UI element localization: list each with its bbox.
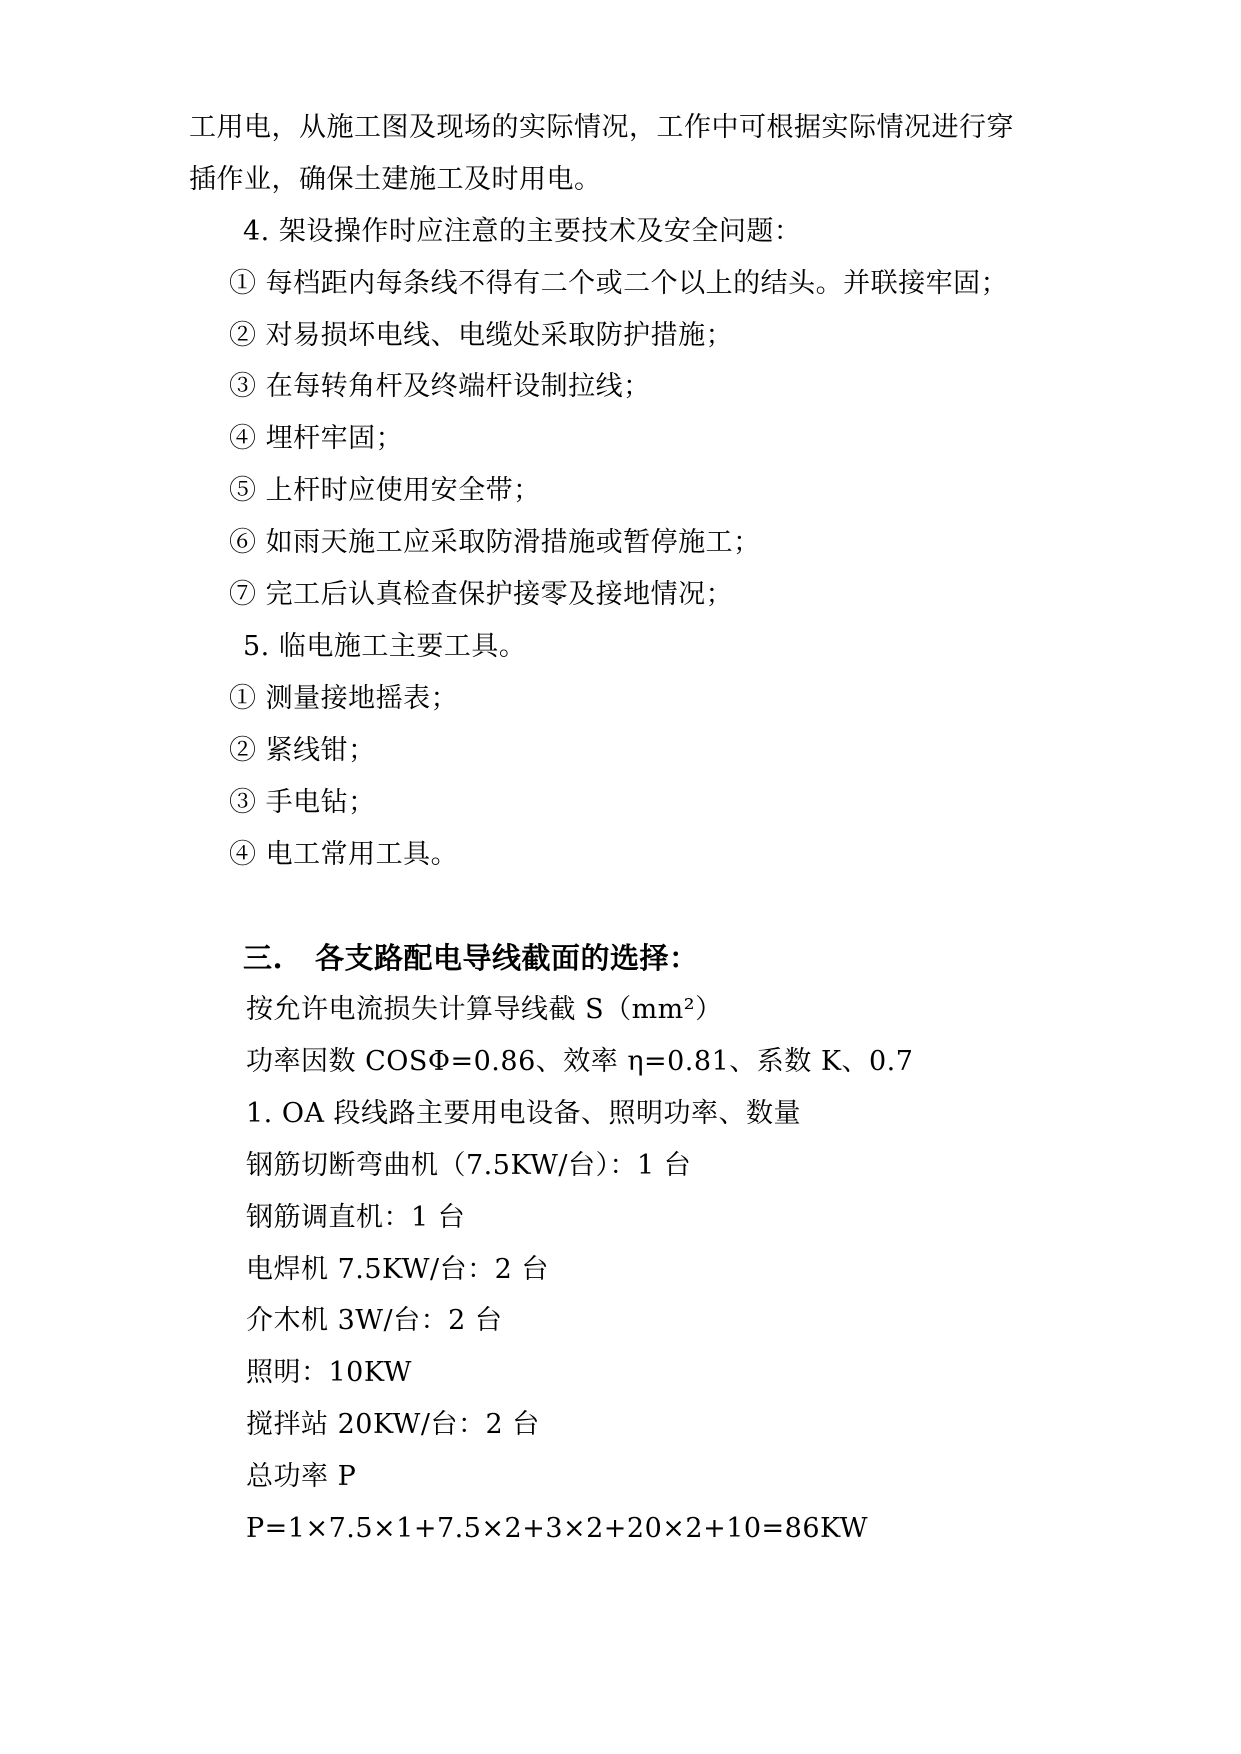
- list-item: ① 测量接地摇表；: [229, 683, 459, 714]
- list-item: ⑥ 如雨天施工应采取防滑措施或暂停施工；: [229, 527, 761, 558]
- section-number: 三.: [243, 941, 284, 975]
- body-line: 按允许电流损失计算导线截 S（mm²）: [246, 994, 723, 1025]
- list-item: ⑤ 上杆时应使用安全带；: [229, 475, 541, 506]
- body-line: 总功率 P: [246, 1461, 357, 1492]
- list-item: ② 紧线钳；: [229, 735, 376, 766]
- list-heading: 4. 架设操作时应注意的主要技术及安全问题：: [243, 216, 802, 247]
- list-item: ③ 手电钻；: [229, 787, 376, 818]
- body-line: 搅拌站 20KW/台：2 台: [246, 1409, 540, 1440]
- list-item: ④ 电工常用工具。: [229, 839, 459, 870]
- body-line: 钢筋调直机：1 台: [246, 1202, 466, 1233]
- list-heading: 5. 临电施工主要工具。: [243, 631, 527, 662]
- list-item: ③ 在每转角杆及终端杆设制拉线；: [229, 371, 651, 402]
- body-line: 功率因数 COSΦ=0.86、效率 η=0.81、系数 K、0.7: [246, 1046, 914, 1077]
- body-line: 介木机 3W/台：2 台: [246, 1305, 503, 1336]
- body-line: 照明：10KW: [246, 1357, 412, 1388]
- section-heading: [243, 938, 699, 978]
- body-line: 钢筋切断弯曲机（7.5KW/台）：1 台: [246, 1150, 692, 1181]
- body-line: 电焊机 7.5KW/台：2 台: [246, 1254, 549, 1285]
- list-item: ④ 埋杆牢固；: [229, 423, 404, 454]
- body-line: 1. OA 段线路主要用电设备、照明功率、数量: [246, 1098, 802, 1129]
- paragraph-line: 插作业，确保土建施工及时用电。: [189, 164, 602, 195]
- list-item: ② 对易损坏电线、电缆处采取防护措施；: [229, 320, 734, 351]
- paragraph-line: 工用电，从施工图及现场的实际情况，工作中可根据实际情况进行穿: [189, 112, 1014, 143]
- formula-line: P=1×7.5×1+7.5×2+3×2+20×2+10=86KW: [246, 1513, 868, 1544]
- list-item: ⑦ 完工后认真检查保护接零及接地情况；: [229, 579, 734, 610]
- list-item: ① 每档距内每条线不得有二个或二个以上的结头。并联接牢固；: [229, 268, 1009, 299]
- section-title: 各支路配电导线截面的选择：: [315, 941, 699, 975]
